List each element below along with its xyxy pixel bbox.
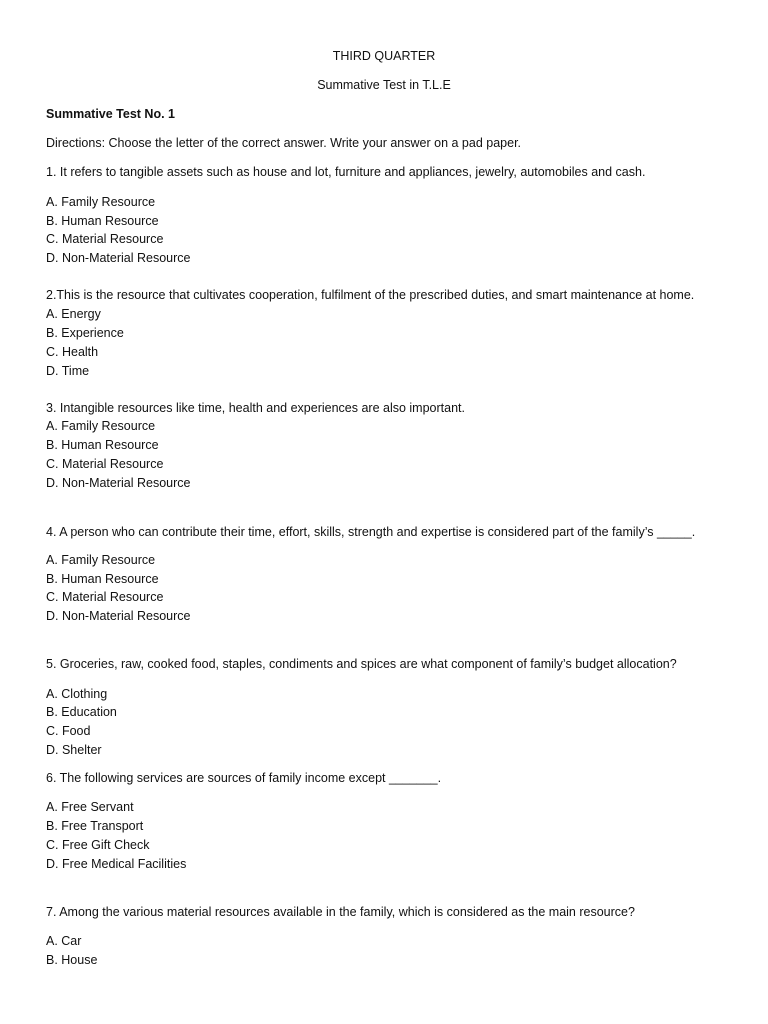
option-5c: C. Food [46,724,91,738]
question-5: 5. Groceries, raw, cooked food, staples, condiments and spices are what component of family’s budget allocation? [46,657,677,671]
question-3: 3. Intangible resources like time, health and experiences are also important. [46,401,465,415]
option-2b: B. Experience [46,326,124,340]
option-5b: B. Education [46,705,117,719]
option-6c: C. Free Gift Check [46,838,150,852]
directions: Directions: Choose the letter of the correct answer. Write your answer on a pad paper. [46,136,522,150]
option-6b: B. Free Transport [46,819,144,833]
option-2a: A. Energy [46,307,101,321]
option-1c: C. Material Resource [46,232,164,246]
option-4c: C. Material Resource [46,590,164,604]
option-4a: A. Family Resource [46,553,156,567]
question-4: 4. A person who can contribute their time, effort, skills, strength and expertise is considered part of the family’s _____. [46,525,696,539]
option-5d: D. Shelter [46,743,102,757]
question-7: 7. Among the various material resources available in the family, which is considered as the main resource? [46,905,635,919]
test-number: Summative Test No. 1 [46,107,175,121]
option-3a: A. Family Resource [46,419,156,433]
option-4b: B. Human Resource [46,572,159,586]
quarter-title: THIRD QUARTER [332,49,436,63]
option-1d: D. Non-Material Resource [46,251,191,265]
option-3d: D. Non-Material Resource [46,476,191,490]
question-2: 2.This is the resource that cultivates cooperation, fulfilment of the prescribed duties, and smart maintenance at home. [46,288,695,302]
test-subtitle: Summative Test in T.L.E [317,78,451,92]
option-5a: A. Clothing [46,687,108,701]
option-6d: D. Free Medical Facilities [46,857,187,871]
option-1a: A. Family Resource [46,195,156,209]
question-1: 1. It refers to tangible assets such as house and lot, furniture and appliances, jewelry, automobiles and cash. [46,165,646,179]
question-6: 6. The following services are sources of family income except _______. [46,771,442,785]
option-7b: B. House [46,953,98,967]
option-3c: C. Material Resource [46,457,164,471]
option-1b: B. Human Resource [46,214,159,228]
option-2c: C. Health [46,345,99,359]
option-4d: D. Non-Material Resource [46,609,191,623]
option-7a: A. Car [46,934,82,948]
option-2d: D. Time [46,364,90,378]
option-3b: B. Human Resource [46,438,159,452]
option-6a: A. Free Servant [46,800,134,814]
